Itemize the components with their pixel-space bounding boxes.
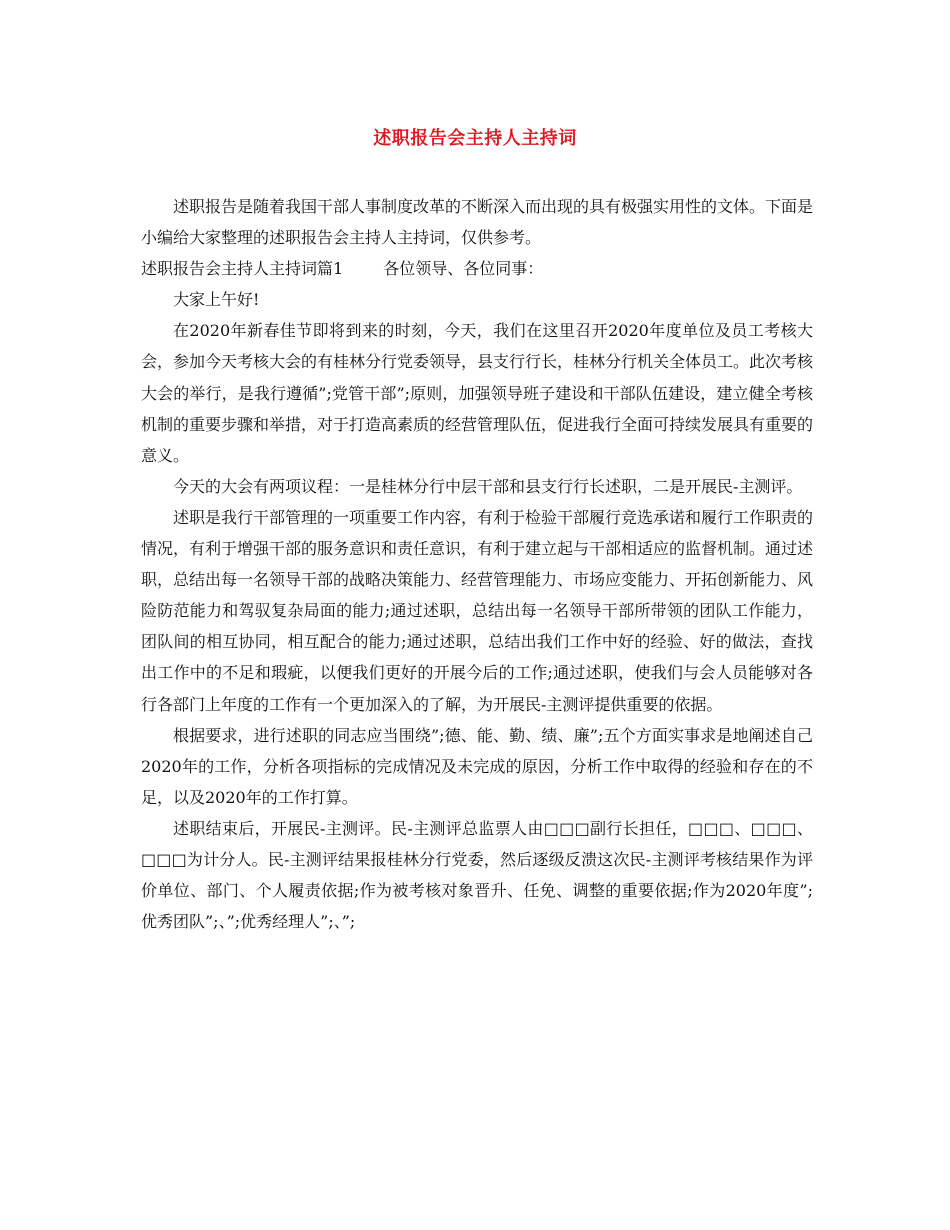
body-paragraph: 述职结束后，开展民-主测评。民-主测评总监票人由□□□副行长担任，□□□、□□□、□□□为计分人。民-主测评结果报桂林分行党委，然后逐级反溃这次民-主测评考核结果作为评价单位、部门、个人履责依据;作为被考核对象晋升、任免、调整的重要依据;作为2020年度”;优秀团队”;、”;优秀经理人”;、”;	[141, 818, 813, 932]
body-paragraph: 大家上午好!	[173, 290, 260, 310]
body-paragraph: 今天的大会有两项议程：一是桂林分行中层干部和县支行行长述职，二是开展民-主测评。	[173, 476, 803, 496]
section-heading-line	[141, 253, 813, 284]
body-paragraph: 述职是我行干部管理的一项重要工作内容，有利于检验干部履行竞选承诺和履行工作职责的情况，有利于增强干部的服务意识和责任意识，有利于建立起与干部相适应的监督机制。通过述职，总结出每一名领导干部的战略决策能力、经营管理能力、市场应变能力、开拓创新能力、风险防范能力和驾驭复杂局面的能力;通过述职，总结出每一名领导干部所带领的团队工作能力，团队间的相互协同，相互配合的能力;通过述职，总结出我们工作中好的经验、好的做法，查找出工作中的不足和瑕疵，以便我们更好的开展今后的工作;通过述职，使我们与会人员能够对各行各部门上年度的工作有一个更加深入的了解，为开展民-主测评提供重要的依据。	[141, 507, 814, 714]
salutation: 各位领导、各位同事：	[383, 259, 544, 279]
body-paragraph: 在2020年新春佳节即将到来的时刻，今天，我们在这里召开2020年度单位及员工考核大会，参加今天考核大会的有桂林分行党委领导，县支行行长，桂林分行机关全体员工。此次考核大会的举行，是我行遵循”;党管干部”;原则，加强领导班子建设和干部队伍建设，建立健全考核机制的重要步骤和举措，对于打造高素质的经营管理队伍，促进我行全面可持续发展具有重要的意义。	[141, 321, 814, 465]
body-paragraph: 根据要求，进行述职的同志应当围绕”;德、能、勤、绩、廉”;五个方面实事求是地阐述自己2020年的工作，分析各项指标的完成情况及未完成的原因，分析工作中取得的经验和存在的不足，以及2020年的工作打算。	[141, 725, 813, 807]
intro-paragraph: 述职报告是随着我国干部人事制度改革的不断深入而出现的具有极强实用性的文体。下面是小编给大家整理的述职报告会主持人主持词，仅供参考。	[141, 197, 814, 248]
document-body	[141, 191, 813, 937]
document-title: 述职报告会主持人主持词	[373, 128, 577, 149]
section-heading: 述职报告会主持人主持词篇1	[141, 259, 344, 279]
